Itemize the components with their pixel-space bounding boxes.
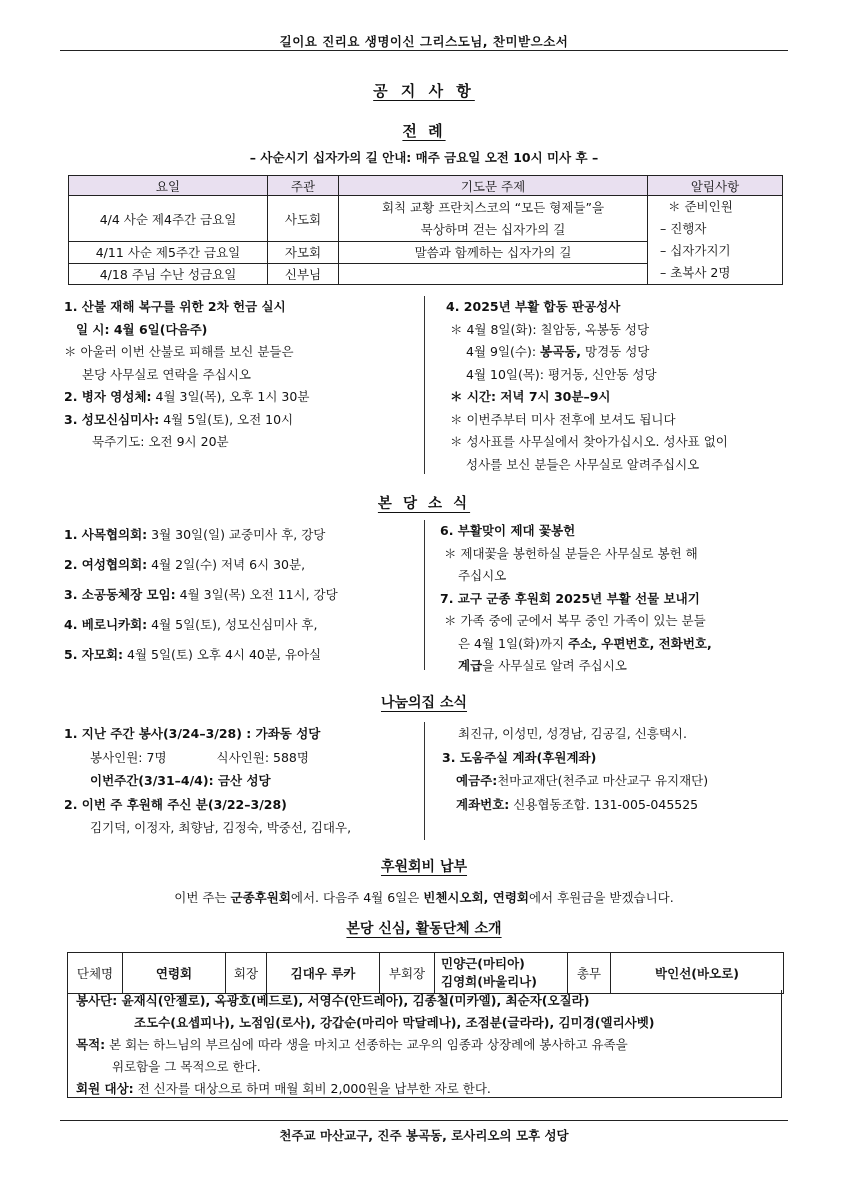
confession-line-2: 4월 9일(수): 봉곡동, 망경동 성당 [466, 344, 650, 359]
confession-line-3: 4월 10일(목): 평거동, 신안동 성당 [466, 366, 657, 382]
sharing-donors-title: 2. 이번 주 후원해 주신 분(3/22–3/28) [64, 796, 287, 812]
row1-day: 4/4 사순 제4주간 금요일 [69, 196, 268, 242]
footer-parish-name: 천주교 마산교구, 진주 봉곡동, 로사리오의 모후 성당 [279, 1128, 569, 1143]
row3-day: 4/18 주님 수난 성금요일 [69, 263, 268, 285]
secretary-label: 총무 [568, 953, 611, 994]
column-divider [424, 520, 425, 670]
row1-host: 사도회 [268, 196, 339, 242]
notice-1-title: 1. 산불 재해 복구를 위한 2차 헌금 실시 [64, 299, 286, 314]
row2-day: 4/11 사순 제5주간 금요일 [69, 242, 268, 263]
group-table [67, 952, 784, 994]
confession-line-1: ＊ 4월 8일(화): 칠암동, 옥봉동 성당 [450, 321, 650, 337]
parish-title: 본 당 소 식 [377, 496, 471, 512]
parish-item-3: 3. 소공동체장 모임: 4월 3일(목) 오전 11시, 강당 [64, 587, 338, 602]
notes-cell: ＊ 준비인원 – 진행자 – 십자가지기 – 초복사 2명 [648, 196, 783, 285]
row3-theme [339, 263, 648, 285]
notice-3-sub: 묵주기도: 오전 9시 20분 [92, 434, 229, 449]
president-label: 회장 [226, 953, 267, 994]
notice-1-note-cont: 본당 사무실로 연락을 주십시오 [82, 366, 251, 382]
support-text: 이번 주는 군종후원회에서. 다음주 4월 6일은 빈첸시오회, 연령회에서 후원금을 받겠습니다. [174, 890, 674, 905]
secretary-name: 박인선(바오로) [611, 953, 784, 994]
notice-1-note: ＊ 아울러 이번 산불로 피해를 보신 분들은 [64, 344, 294, 359]
header-divider [60, 50, 788, 51]
liturgy-title: 전 례 [402, 122, 446, 140]
parish-item-5: 5. 자모회: 4월 5일(토) 오후 4시 40분, 유아실 [64, 647, 322, 662]
row2-host: 자모회 [268, 242, 339, 263]
col-day: 요일 [69, 176, 268, 196]
support-title: 후원회비 납부 [380, 859, 468, 875]
parish-item-6-title: 6. 부활맞이 제대 꽃봉헌 [440, 523, 576, 538]
vice-president-names: 민양근(마티아) 김영희(바울리나) [435, 953, 568, 994]
account-holder: 예금주:천마교재단(천주교 마산교구 유지재단) [456, 773, 709, 788]
parish-item-2: 2. 여성협의회: 4월 2일(수) 저녁 6시 30분, [64, 557, 306, 572]
stations-table [68, 175, 783, 285]
confession-note-1: ＊ 이번주부터 미사 전후에 보셔도 됩니다 [450, 411, 676, 427]
parish-item-6-note-cont: 주십시오 [458, 568, 507, 583]
notice-4-title: 4. 2025년 부활 합동 판공성사 [446, 299, 621, 314]
parish-item-7-note-end: 계급을 사무실로 알려 주십시오 [458, 658, 627, 673]
sharing-last-week: 1. 지난 주간 봉사(3/24–3/28) : 가좌동 성당 [64, 726, 321, 741]
purpose-line-1: 목적: 본 회는 하느님의 부르심에 따라 생을 마치고 선종하는 교우의 임종과 상장례에 봉사하고 유족을 [76, 1037, 628, 1052]
notice-1-date: 일 시: 4월 6일(다음주) [76, 321, 208, 337]
purpose-line-2: 위로함을 그 목적으로 한다. [112, 1059, 261, 1074]
volunteers-line-2: 조도수(요셉피나), 노점임(로사), 강갑순(마리아 막달레나), 조점분(글라라), 김미경(엘리사벳) [134, 1015, 655, 1030]
notices-left [64, 296, 419, 454]
liturgy-subtitle: – 사순시기 십자가의 길 안내: 매주 금요일 오전 10시 미사 후 – [249, 150, 599, 165]
president-name: 김대우 루카 [267, 953, 380, 994]
row2-theme: 말씀과 함께하는 십자가의 길 [339, 242, 648, 263]
notice-title: 공 지 사 항 [373, 82, 475, 100]
sharing-title: 나눔의집 소식 [380, 695, 468, 711]
group-name-label: 단체명 [68, 953, 123, 994]
account-number: 계좌번호: 신용협동조합. 131-005-045525 [456, 796, 699, 812]
volunteers-line-1: 봉사단: 윤재식(안젤로), 옥광호(베드로), 서영수(안드레아), 김종철(미카엘), 최순자(오질라) [76, 993, 590, 1008]
parish-item-7-note: ＊ 가족 중에 군에서 복무 중인 가족이 있는 분들 [444, 613, 706, 628]
row3-host: 신부님 [268, 263, 339, 285]
col-theme: 기도문 주제 [339, 176, 648, 196]
parish-right [440, 520, 788, 678]
col-notes: 알림사항 [648, 176, 783, 196]
table-row [69, 196, 783, 242]
column-divider [424, 722, 425, 840]
parish-left [64, 520, 419, 670]
parish-item-1: 1. 사목협의회: 3월 30일(일) 교중미사 후, 강당 [64, 527, 326, 542]
notice-2: 2. 병자 영성체: 4월 3일(목), 오후 1시 30분 [64, 389, 310, 404]
member-line: 회원 대상: 전 신자를 대상으로 하며 매월 회비 2,000원을 납부한 자로 한다. [76, 1081, 491, 1096]
sharing-donors-cont: 최진규, 이성민, 성경남, 김공길, 신흥택시. [458, 726, 687, 741]
header-slogan: 길이요 진리요 생명이신 그리스도님, 찬미받으소서 [279, 34, 569, 49]
notice-3: 3. 성모신심미사: 4월 5일(토), 오전 10시 [64, 411, 294, 427]
account-title: 3. 도움주실 계좌(후원계좌) [442, 749, 597, 765]
confession-note-2: ＊ 성사표를 사무실에서 찾아가십시오. 성사표 없이 [450, 434, 728, 449]
sharing-counts: 봉사인원: 7명 식사인원: 588명 [90, 749, 309, 765]
sharing-right [442, 722, 788, 816]
sharing-left [64, 722, 419, 840]
group-details [67, 990, 782, 1098]
group-name: 연령회 [123, 953, 226, 994]
group-title: 본당 신심, 활동단체 소개 [346, 921, 502, 937]
footer-divider [60, 1120, 788, 1121]
row1-theme: 회칙 교황 프란치스코의 “모든 형제들”을 묵상하며 걷는 십자가의 길 [339, 196, 648, 242]
parish-item-7-note-cont: 은 4월 1일(화)까지 주소, 우편번호, 전화번호, [458, 635, 712, 651]
parish-item-7-title: 7. 교구 군종 후원회 2025년 부활 선물 보내기 [440, 590, 700, 606]
notices-right [446, 296, 786, 476]
sharing-donors: 김기덕, 이정자, 최향남, 김정숙, 박중선, 김대우, [90, 820, 352, 835]
confession-time: ＊ 시간: 저녁 7시 30분–9시 [450, 389, 611, 404]
column-divider [424, 296, 425, 474]
parish-item-6-note: ＊ 제대꽃을 봉헌하실 분들은 사무실로 봉헌 해 [444, 545, 698, 561]
col-host: 주관 [268, 176, 339, 196]
confession-note-3: 성사를 보신 분들은 사무실로 알려주십시오 [466, 456, 700, 472]
parish-item-4: 4. 베로니카회: 4월 5일(토), 성모신심미사 후, [64, 617, 318, 632]
vice-president-label: 부회장 [380, 953, 435, 994]
sharing-this-week: 이번주간(3/31–4/4): 금산 성당 [90, 773, 271, 788]
